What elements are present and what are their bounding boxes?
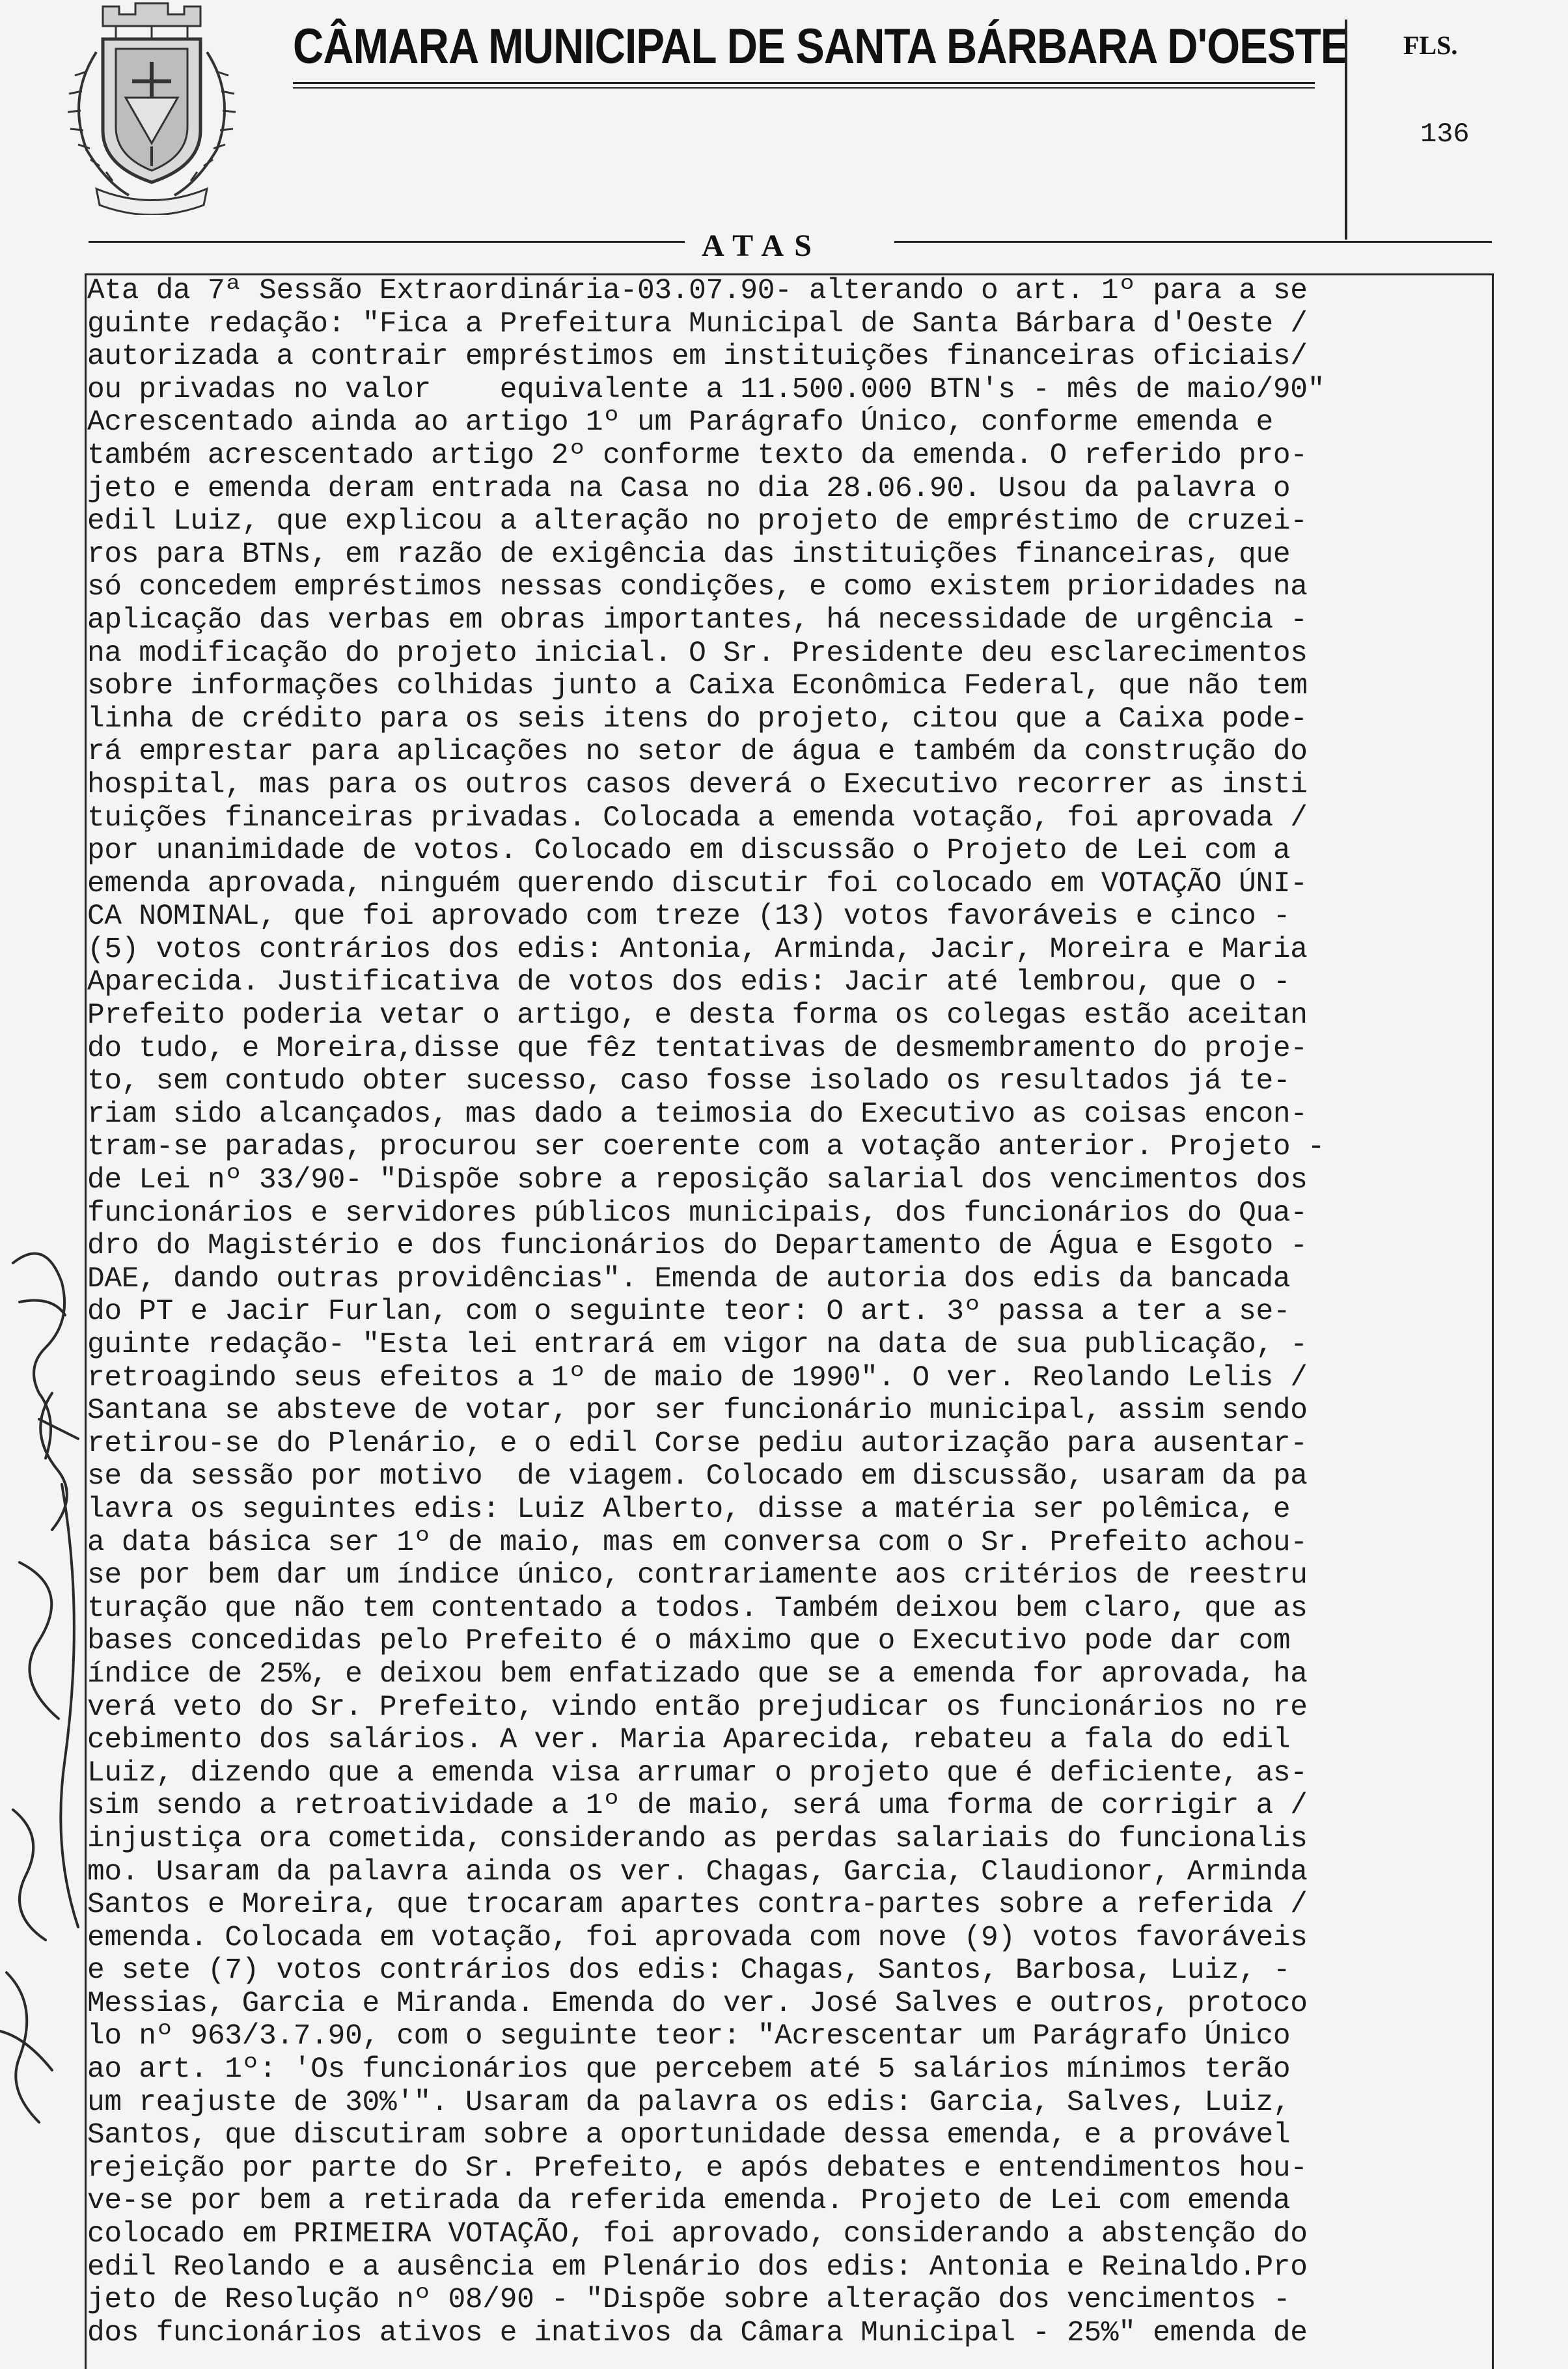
text-line: emenda. Colocada em votação, foi aprovada com nove (9) votos favoráveis [87,1921,1308,1954]
text-line: e sete (7) votos contrários dos edis: Chagas, Santos, Barbosa, Luiz, - [87,1954,1291,1988]
text-line: ao art. 1º: 'Os funcionários que percebem até 5 salários mínimos terão [87,2053,1291,2086]
text-line: Santos e Moreira, que trocaram apartes contra-partes sobre a referida / [87,1889,1308,1922]
text-line: injustiça ora cometida, considerando as perdas salariais do funcionalis [87,1822,1308,1855]
margin-signature-icon [0,1224,88,2200]
text-line: retroagindo seus efeitos a 1º de maio de 1990". O ver. Reolando Lelis / [87,1361,1308,1394]
text-line: só concedem empréstimos nessas condições, e como existem prioridades na [87,571,1308,604]
page-number: 136 [1420,118,1470,150]
text-line: rá emprestar para aplicações no setor de água e também da construção do [87,736,1308,769]
text-line: Santos, que discutiram sobre a oportunidade dessa emenda, e a provável [87,2119,1291,2152]
text-line: do tudo, e Moreira,disse que fêz tentativas de desmembramento do proje- [87,1032,1308,1065]
text-line: também acrescentado artigo 2º conforme texto da emenda. O referido pro- [87,439,1308,472]
chamber-title: CÂMARA MUNICIPAL DE SANTA BÁRBARA D'OESTE [293,19,1349,74]
text-line: turação que não tem contentado a todos. Também deixou bem claro, que as [87,1592,1308,1625]
text-line: se da sessão por motivo de viagem. Colocado em discussão, usaram da pa [87,1460,1308,1493]
text-line: Aparecida. Justificativa de votos dos edis: Jacir até lembrou, que o - [87,966,1291,999]
header-divider [1345,20,1347,240]
section-title: ATAS [702,229,822,263]
text-line: guinte redação- "Esta lei entrará em vigor na data de sua publicação, - [87,1329,1308,1361]
text-line: rejeição por parte do Sr. Prefeito, e após debates e entendimentos hou- [87,2152,1308,2185]
text-line: riam sido alcançados, mas dado a teimosia do Executivo as coisas encon- [87,1098,1308,1131]
text-line: guinte redação: "Fica a Prefeitura Municipal de Santa Bárbara d'Oeste / [87,307,1308,340]
text-line: Prefeito poderia vetar o artigo, e desta forma os colegas estão aceitan [87,999,1308,1032]
text-line: na modificação do projeto inicial. O Sr. Presidente deu esclarecimentos [87,637,1308,670]
text-line: de Lei nº 33/90- "Dispõe sobre a reposição salarial dos vencimentos dos [87,1164,1308,1197]
municipal-crest-icon [57,0,246,215]
text-line: um reajuste de 30%'". Usaram da palavra os edis: Garcia, Salves, Luiz, [87,2086,1291,2119]
text-line: índice de 25%, e deixou bem enfatizado que se a emenda for aprovada, ha [87,1657,1308,1691]
text-line: dos funcionários ativos e inativos da Câmara Municipal - 25%" emenda de [87,2316,1308,2349]
title-underline [293,82,1315,84]
text-line: DAE, dando outras providências". Emenda de autoria dos edis da bancada [87,1262,1291,1295]
text-line: CA NOMINAL, que foi aprovado com treze (13) votos favoráveis e cinco - [87,900,1291,934]
text-line: Messias, Garcia e Miranda. Emenda do ver. José Salves e outros, protoco [87,1987,1308,2020]
text-line: ros para BTNs, em razão de exigência das instituições financeiras, que [87,538,1291,571]
fls-label: FLS. [1403,31,1458,60]
text-line: tuições financeiras privadas. Colocada a emenda votação, foi aprovada / [87,801,1308,835]
text-line: (5) votos contrários dos edis: Antonia, Arminda, Jacir, Moreira e Maria [87,933,1308,966]
minutes-text [87,275,1488,2349]
text-line: mo. Usaram da palavra ainda os ver. Chagas, Garcia, Claudionor, Arminda [87,1855,1308,1889]
section-rule-right [894,241,1492,243]
frame-right-border [1492,273,1494,2369]
section-rule-left [89,241,685,243]
text-line: cebimento dos salários. A ver. Maria Aparecida, rebateu a fala do edil [87,1724,1291,1757]
text-line: funcionários e servidores públicos municipais, dos funcionários do Qua- [87,1197,1308,1230]
text-line: do PT e Jacir Furlan, com o seguinte teor: O art. 3º passa a ter a se- [87,1295,1291,1329]
text-line: lavra os seguintes edis: Luiz Alberto, disse a matéria ser polêmica, e [87,1493,1291,1526]
text-line: por unanimidade de votos. Colocado em discussão o Projeto de Lei com a [87,835,1291,868]
text-line: edil Luiz, que explicou a alteração no projeto de empréstimo de cruzei- [87,505,1308,538]
text-line: colocado em PRIMEIRA VOTAÇÃO, foi aprovado, considerando a abstenção do [87,2218,1308,2251]
text-line: bases concedidas pelo Prefeito é o máximo que o Executivo pode dar com [87,1625,1291,1658]
text-line: sobre informações colhidas junto a Caixa Econômica Federal, que não tem [87,670,1308,703]
text-line: jeto e emenda deram entrada na Casa no dia 28.06.90. Usou da palavra o [87,472,1291,505]
text-line: dro do Magistério e dos funcionários do Departamento de Água e Esgoto - [87,1230,1308,1263]
text-line: autorizada a contrair empréstimos em instituições financeiras oficiais/ [87,340,1308,374]
text-line: emenda aprovada, ninguém querendo discutir foi colocado em VOTAÇÃO ÚNI- [87,867,1308,900]
text-line: to, sem contudo obter sucesso, caso fosse isolado os resultados já te- [87,1065,1291,1098]
text-line: ve-se por bem a retirada da referida emenda. Projeto de Lei com emenda [87,2185,1291,2218]
text-line: Acrescentado ainda ao artigo 1º um Parágrafo Único, conforme emenda e [87,406,1273,439]
text-line: jeto de Resolução nº 08/90 - "Dispõe sobre alteração dos vencimentos - [87,2284,1291,2317]
text-line: tram-se paradas, procurou ser coerente com a votação anterior. Projeto - [87,1131,1325,1164]
text-line: hospital, mas para os outros casos deverá o Executivo recorrer as insti [87,768,1308,801]
text-line: a data básica ser 1º de maio, mas em conversa com o Sr. Prefeito achou- [87,1526,1308,1559]
text-line: verá veto do Sr. Prefeito, vindo então prejudicar os funcionários no re [87,1691,1308,1724]
title-underline-second [293,87,1315,89]
text-line: linha de crédito para os seis itens do projeto, citou que a Caixa pode- [87,702,1308,736]
text-line: Ata da 7ª Sessão Extraordinária-03.07.90- alterando o art. 1º para a se [87,275,1308,307]
text-line: Luiz, dizendo que a emenda visa arrumar o projeto que é deficiente, as- [87,1756,1308,1790]
text-line: sim sendo a retroatividade a 1º de maio, será uma forma de corrigir a / [87,1790,1308,1823]
text-line: Santana se absteve de votar, por ser funcionário municipal, assim sendo [87,1394,1308,1428]
text-line: lo nº 963/3.7.90, com o seguinte teor: "Acrescentar um Parágrafo Único [87,2020,1291,2053]
text-line: edil Reolando e a ausência em Plenário dos edis: Antonia e Reinaldo.Pro [87,2251,1308,2284]
text-line: aplicação das verbas em obras importantes, há necessidade de urgência - [87,603,1308,637]
text-line: retirou-se do Plenário, e o edil Corse pediu autorização para ausentar- [87,1427,1308,1460]
text-line: ou privadas no valor equivalente a 11.500.000 BTN's - mês de maio/90" [87,373,1325,406]
text-line: se por bem dar um índice único, contrariamente aos critérios de reestru [87,1559,1308,1592]
